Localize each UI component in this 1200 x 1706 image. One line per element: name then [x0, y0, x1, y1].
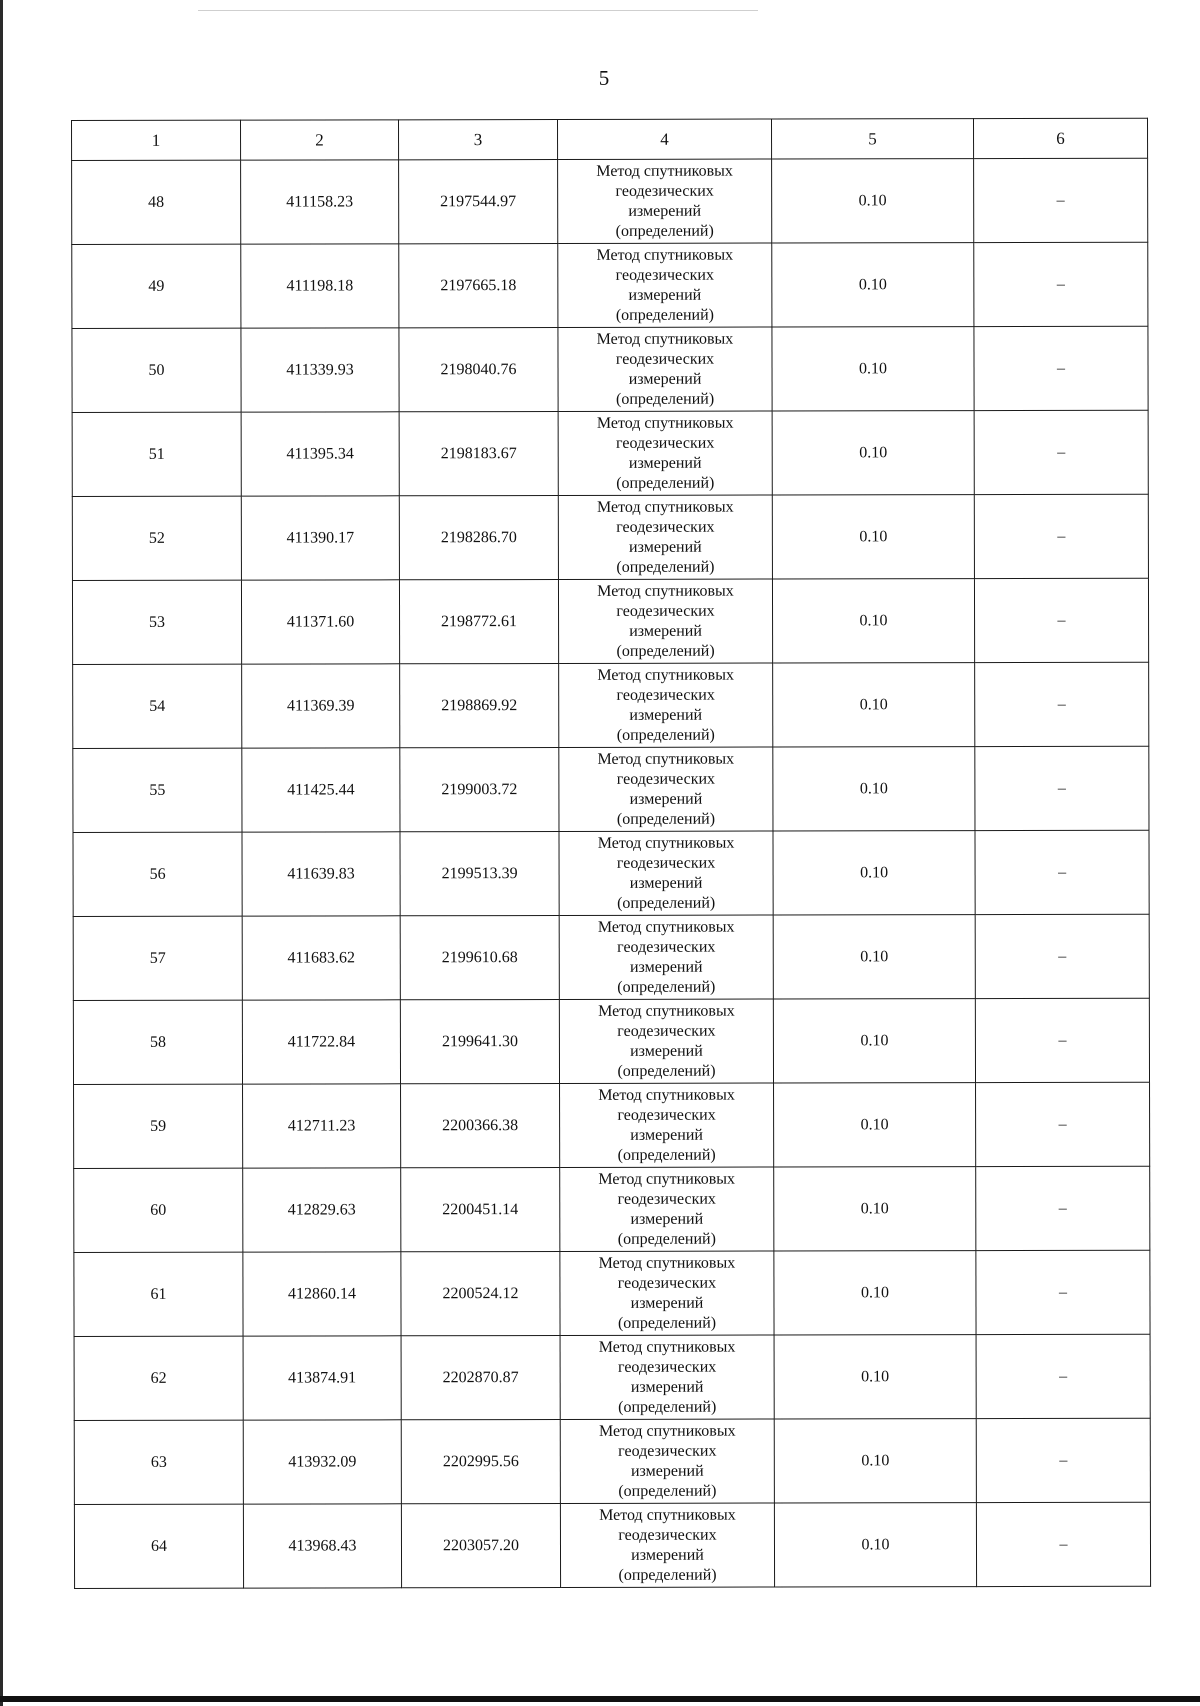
point-number: 49: [72, 244, 241, 328]
note-cell: –: [974, 578, 1148, 662]
method-cell: [558, 159, 772, 243]
table-row: [73, 998, 1149, 1084]
coordinate-x: 411369.39: [242, 664, 400, 748]
note-cell: –: [975, 914, 1149, 998]
accuracy-value: 0.10: [772, 159, 974, 243]
coordinate-y: 2202870.87: [401, 1335, 560, 1419]
method-line: измерений: [629, 790, 703, 808]
coordinate-y: 2198286.70: [399, 495, 558, 579]
scan-bottom-bar: [0, 1696, 1200, 1702]
method-line: Метод спутниковых: [598, 1422, 736, 1440]
method-line: измерений: [630, 1126, 703, 1144]
method-line: измерений: [628, 370, 702, 388]
header-col-6: 6: [973, 118, 1147, 158]
table-row: [72, 326, 1148, 412]
coordinate-y: 2199610.68: [400, 915, 559, 999]
coordinate-y: 2203057.20: [401, 1503, 560, 1587]
method-line: измерений: [630, 1042, 703, 1060]
accuracy-value: 0.10: [774, 1083, 976, 1167]
coordinate-x: 412711.23: [243, 1084, 401, 1168]
accuracy-value: 0.10: [774, 1503, 976, 1587]
method-line: Метод спутниковых: [597, 582, 734, 600]
method-line: измерений: [630, 1210, 704, 1228]
accuracy-value: 0.10: [773, 831, 975, 915]
table-row: [74, 1082, 1150, 1168]
method-line: Метод спутниковых: [597, 918, 735, 936]
method-line: геодезических: [615, 266, 714, 284]
page-number: 5: [598, 66, 610, 90]
coordinate-x: 411390.17: [241, 496, 399, 580]
method-cell: [558, 495, 772, 579]
method-cell: [559, 663, 773, 747]
method-cell: [560, 1251, 774, 1335]
accuracy-value: 0.10: [774, 1335, 976, 1419]
method-line: Метод спутниковых: [598, 1338, 736, 1356]
method-line: измерений: [629, 874, 703, 892]
note-cell: –: [974, 242, 1148, 326]
method-line: геодезических: [616, 770, 716, 788]
coordinate-y: 2198869.92: [400, 663, 559, 747]
coordinate-y: 2199641.30: [400, 999, 559, 1083]
method-line: (определений): [617, 894, 716, 912]
coordinate-x: 411198.18: [241, 244, 399, 328]
table-row: [72, 242, 1148, 328]
coordinate-x: 413874.91: [243, 1336, 401, 1420]
method-line: (определений): [618, 1566, 717, 1584]
point-number: 53: [72, 580, 241, 664]
method-line: (определений): [617, 1230, 716, 1248]
coordinate-y: 2202995.56: [401, 1419, 560, 1503]
method-line: измерений: [629, 958, 703, 976]
method-line: геодезических: [615, 182, 714, 200]
method-line: геодезических: [618, 1526, 717, 1544]
accuracy-value: 0.10: [772, 579, 974, 663]
method-line: измерений: [630, 1378, 704, 1396]
method-line: измерений: [629, 622, 702, 640]
coordinate-y: 2199513.39: [400, 831, 559, 915]
method-line: геодезических: [616, 686, 715, 704]
note-cell: –: [974, 494, 1148, 578]
point-number: 63: [74, 1420, 243, 1504]
point-number: 54: [73, 664, 242, 748]
note-cell: –: [976, 1082, 1150, 1166]
method-line: (определений): [617, 978, 716, 996]
note-cell: –: [976, 1250, 1150, 1334]
method-cell: [560, 1083, 774, 1167]
note-cell: –: [974, 158, 1148, 242]
point-number: 58: [73, 1000, 242, 1084]
coordinate-y: 2197544.97: [399, 159, 558, 243]
point-number: 51: [72, 412, 241, 496]
method-line: измерений: [628, 286, 702, 304]
method-line: геодезических: [616, 434, 715, 452]
method-line: (определений): [615, 306, 714, 324]
accuracy-value: 0.10: [772, 411, 974, 495]
header-col-1: 1: [72, 120, 241, 160]
table-body: [72, 158, 1151, 1588]
note-cell: –: [975, 830, 1149, 914]
method-line: (определений): [617, 1062, 716, 1080]
method-line: Метод спутниковых: [596, 414, 734, 432]
method-cell: [559, 915, 773, 999]
method-line: Метод спутниковых: [596, 330, 734, 348]
method-line: Метод спутниковых: [598, 1002, 735, 1020]
point-number: 50: [72, 328, 241, 412]
accuracy-value: 0.10: [772, 243, 974, 327]
method-line: геодезических: [617, 1106, 716, 1124]
coordinate-x: 411425.44: [242, 748, 400, 832]
coordinate-x: 411722.84: [242, 1000, 400, 1084]
method-line: геодезических: [617, 1190, 716, 1208]
method-line: геодезических: [617, 938, 716, 956]
header-col-5: 5: [771, 119, 973, 159]
method-line: Метод спутниковых: [597, 750, 735, 768]
coordinate-y: 2197665.18: [399, 243, 558, 327]
method-line: Метод спутниковых: [596, 498, 734, 516]
coordinate-x: 411339.93: [241, 328, 399, 412]
method-line: геодезических: [618, 1442, 717, 1460]
method-cell: [560, 1167, 774, 1251]
method-line: геодезических: [617, 1274, 717, 1292]
method-line: Метод спутниковых: [598, 1170, 736, 1188]
method-line: геодезических: [617, 1358, 717, 1376]
coordinate-x: 413932.09: [243, 1420, 401, 1504]
accuracy-value: 0.10: [773, 999, 975, 1083]
coordinate-y: 2198772.61: [399, 579, 558, 663]
table-row: [74, 1334, 1150, 1420]
note-cell: –: [976, 1166, 1150, 1250]
table-row: [72, 410, 1148, 496]
method-cell: [558, 411, 772, 495]
coordinate-y: 2198040.76: [399, 327, 558, 411]
method-cell: [560, 1503, 774, 1587]
method-line: измерений: [628, 202, 702, 220]
method-cell: [560, 1335, 774, 1419]
method-line: Метод спутниковых: [597, 666, 734, 684]
header-row: [72, 118, 1148, 160]
accuracy-value: 0.10: [772, 495, 974, 579]
coordinate-y: 2198183.67: [399, 411, 558, 495]
note-cell: –: [974, 326, 1148, 410]
method-line: (определений): [617, 1314, 717, 1332]
method-line: измерений: [629, 538, 702, 556]
accuracy-value: 0.10: [773, 663, 975, 747]
scan-top-line: [198, 10, 758, 11]
note-cell: –: [975, 746, 1149, 830]
point-number: 56: [73, 832, 242, 916]
method-line: (определений): [616, 726, 715, 744]
coordinate-x: 411371.60: [241, 580, 399, 664]
header-col-3: 3: [399, 119, 558, 159]
method-cell: [559, 999, 773, 1083]
method-line: Метод спутниковых: [596, 162, 733, 180]
table-row: [74, 1250, 1150, 1336]
method-line: геодезических: [615, 350, 715, 368]
coordinate-y: 2200524.12: [401, 1251, 560, 1335]
coordinate-x: 411639.83: [242, 832, 400, 916]
coordinates-table: [71, 118, 1151, 1589]
method-cell: [558, 579, 772, 663]
accuracy-value: 0.10: [772, 327, 974, 411]
method-line: Метод спутниковых: [597, 834, 735, 852]
method-cell: [558, 243, 772, 327]
note-cell: –: [976, 1502, 1150, 1586]
point-number: 59: [74, 1084, 243, 1168]
method-line: (определений): [618, 1482, 717, 1500]
method-line: (определений): [615, 222, 714, 240]
scan-left-edge: [0, 0, 3, 1706]
note-cell: –: [975, 998, 1149, 1082]
table-row: [72, 494, 1148, 580]
method-line: (определений): [616, 810, 716, 828]
method-line: геодезических: [617, 1022, 716, 1040]
table-row: [74, 1502, 1150, 1588]
method-line: геодезических: [616, 602, 715, 620]
coordinate-x: 412860.14: [243, 1252, 401, 1336]
method-line: (определений): [618, 1398, 717, 1416]
method-cell: [560, 1419, 774, 1503]
coordinate-y: 2199003.72: [400, 747, 559, 831]
method-line: (определений): [616, 474, 715, 492]
method-line: (определений): [616, 558, 715, 576]
table-row: [74, 1418, 1150, 1504]
method-cell: [559, 831, 773, 915]
method-line: (определений): [616, 390, 715, 408]
coordinate-x: 411683.62: [242, 916, 400, 1000]
method-line: измерений: [630, 1294, 704, 1312]
point-number: 62: [74, 1336, 243, 1420]
point-number: 64: [74, 1504, 243, 1588]
coordinate-x: 412829.63: [243, 1168, 401, 1252]
method-line: Метод спутниковых: [599, 1506, 736, 1524]
method-line: геодезических: [616, 854, 716, 872]
point-number: 60: [74, 1168, 243, 1252]
method-line: измерений: [631, 1546, 704, 1564]
point-number: 48: [72, 160, 241, 244]
table-row: [72, 578, 1148, 664]
note-cell: –: [976, 1418, 1150, 1502]
method-line: геодезических: [616, 518, 715, 536]
point-number: 61: [74, 1252, 243, 1336]
header-col-4: 4: [558, 119, 772, 159]
header-col-2: 2: [241, 120, 399, 160]
note-cell: –: [976, 1334, 1150, 1418]
table-row: [73, 746, 1149, 832]
note-cell: –: [974, 410, 1148, 494]
point-number: 52: [72, 496, 241, 580]
method-line: Метод спутниковых: [598, 1254, 736, 1272]
table-row: [73, 662, 1149, 748]
note-cell: –: [975, 662, 1149, 746]
method-cell: [559, 747, 773, 831]
table-header: [72, 118, 1148, 160]
accuracy-value: 0.10: [774, 1167, 976, 1251]
table-row: [74, 1166, 1150, 1252]
table-row: [72, 158, 1148, 244]
table-row: [73, 830, 1149, 916]
table-row: [73, 914, 1149, 1000]
method-line: (определений): [616, 642, 715, 660]
method-line: измерений: [628, 454, 702, 472]
coordinate-y: 2200451.14: [401, 1167, 560, 1251]
accuracy-value: 0.10: [773, 915, 975, 999]
method-line: Метод спутниковых: [596, 246, 734, 264]
accuracy-value: 0.10: [774, 1419, 976, 1503]
accuracy-value: 0.10: [774, 1251, 976, 1335]
coordinate-y: 2200366.38: [401, 1083, 560, 1167]
method-line: (определений): [617, 1146, 716, 1164]
method-line: Метод спутниковых: [598, 1086, 735, 1104]
method-line: измерений: [629, 706, 703, 724]
accuracy-value: 0.10: [773, 747, 975, 831]
coordinate-x: 411395.34: [241, 412, 399, 496]
point-number: 57: [73, 916, 242, 1000]
coordinate-x: 413968.43: [243, 1504, 401, 1588]
coordinate-x: 411158.23: [241, 160, 399, 244]
method-line: измерений: [630, 1462, 704, 1480]
point-number: 55: [73, 748, 242, 832]
method-cell: [558, 327, 772, 411]
